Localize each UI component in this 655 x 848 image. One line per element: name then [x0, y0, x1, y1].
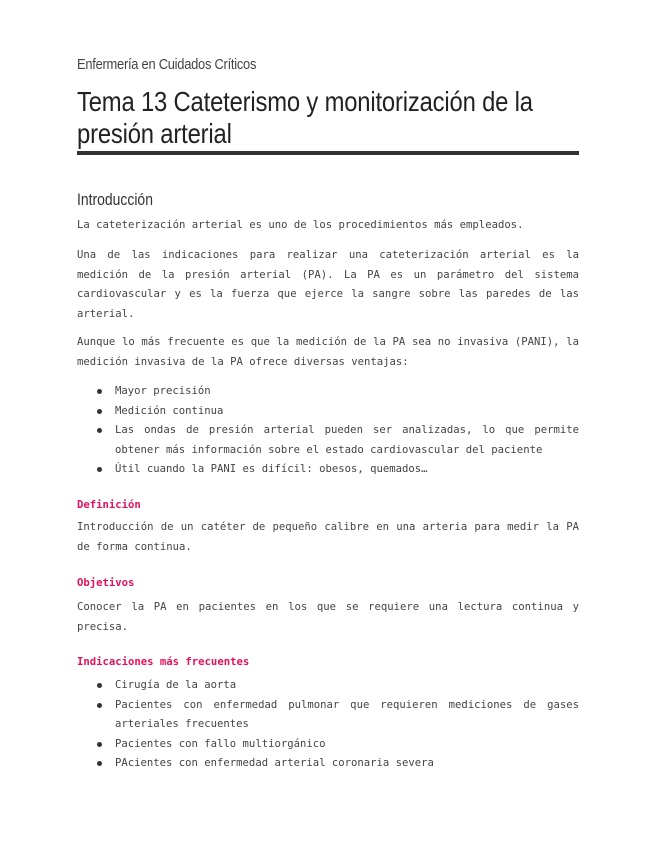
- bullet-icon: [97, 683, 102, 688]
- course-kicker: Enfermería en Cuidados Críticos: [77, 56, 257, 73]
- bullet-icon: [97, 742, 102, 747]
- list-item-text: Las ondas de presión arterial pueden ser analizadas, lo que permite obtener más información sobre el estado cardiovascular del paciente: [115, 424, 579, 456]
- bullet-icon: [97, 409, 102, 414]
- subheading-definicion: Definición: [77, 499, 141, 511]
- list-item: [77, 676, 579, 696]
- subheading-objetivos: Objetivos: [77, 577, 135, 589]
- objetivos-text: Conocer la PA en pacientes en los que se requiere una lectura continua y precisa.: [77, 601, 579, 633]
- list-item-text: Pacientes con fallo multiorgánico: [115, 737, 326, 750]
- intro-paragraph-2: Una de las indicaciones para realizar una cateterización arterial es la medición de la presión arterial (PA). La PA es un parámetro del sistema cardiovascular y es la fuerza que ejerce la sangre sobre las paredes de las arterial.: [77, 249, 579, 320]
- page-title: Tema 13 Cateterismo y monitorización de la presión arterial: [77, 86, 533, 149]
- bullet-icon: [97, 761, 102, 766]
- list-item-text: Mayor precisión: [115, 385, 211, 397]
- list-item-text: Útil cuando la PANI es difícil: obesos, quemados…: [115, 463, 428, 475]
- subheading-indicaciones: Indicaciones más frecuentes: [77, 656, 250, 668]
- section-heading-introduccion: Introducción: [77, 190, 153, 209]
- ventajas-list: [77, 382, 579, 480]
- bullet-icon: [97, 389, 102, 394]
- list-item: [77, 754, 579, 774]
- list-item-text: Pacientes con enfermedad pulmonar que requieren mediciones de gases arteriales frecuentes: [115, 698, 579, 730]
- intro-paragraph-3: Aunque lo más frecuente es que la medición de la PA sea no invasiva (PANI), la medición invasiva de la PA ofrece diversas ventajas:: [77, 336, 579, 368]
- list-item: [77, 402, 579, 422]
- bullet-icon: [97, 703, 102, 708]
- list-item-text: Cirugía de la aorta: [115, 679, 237, 691]
- list-item-text: Medición continua: [115, 404, 224, 417]
- list-item: [77, 382, 579, 402]
- bullet-icon: [97, 428, 102, 433]
- intro-paragraph-1: La cateterización arterial es uno de los procedimientos más empleados.: [77, 219, 524, 231]
- definicion-text: Introducción de un catéter de pequeño calibre en una arteria para medir la PA de forma continua.: [77, 521, 579, 553]
- list-item: [77, 460, 579, 480]
- bullet-icon: [97, 467, 102, 472]
- list-item: [77, 735, 579, 755]
- list-item: [77, 696, 579, 735]
- list-item-text: PAcientes con enfermedad arterial coronaria severa: [115, 757, 434, 769]
- title-divider: [77, 151, 579, 155]
- indicaciones-list: [77, 676, 579, 774]
- list-item: [77, 421, 579, 460]
